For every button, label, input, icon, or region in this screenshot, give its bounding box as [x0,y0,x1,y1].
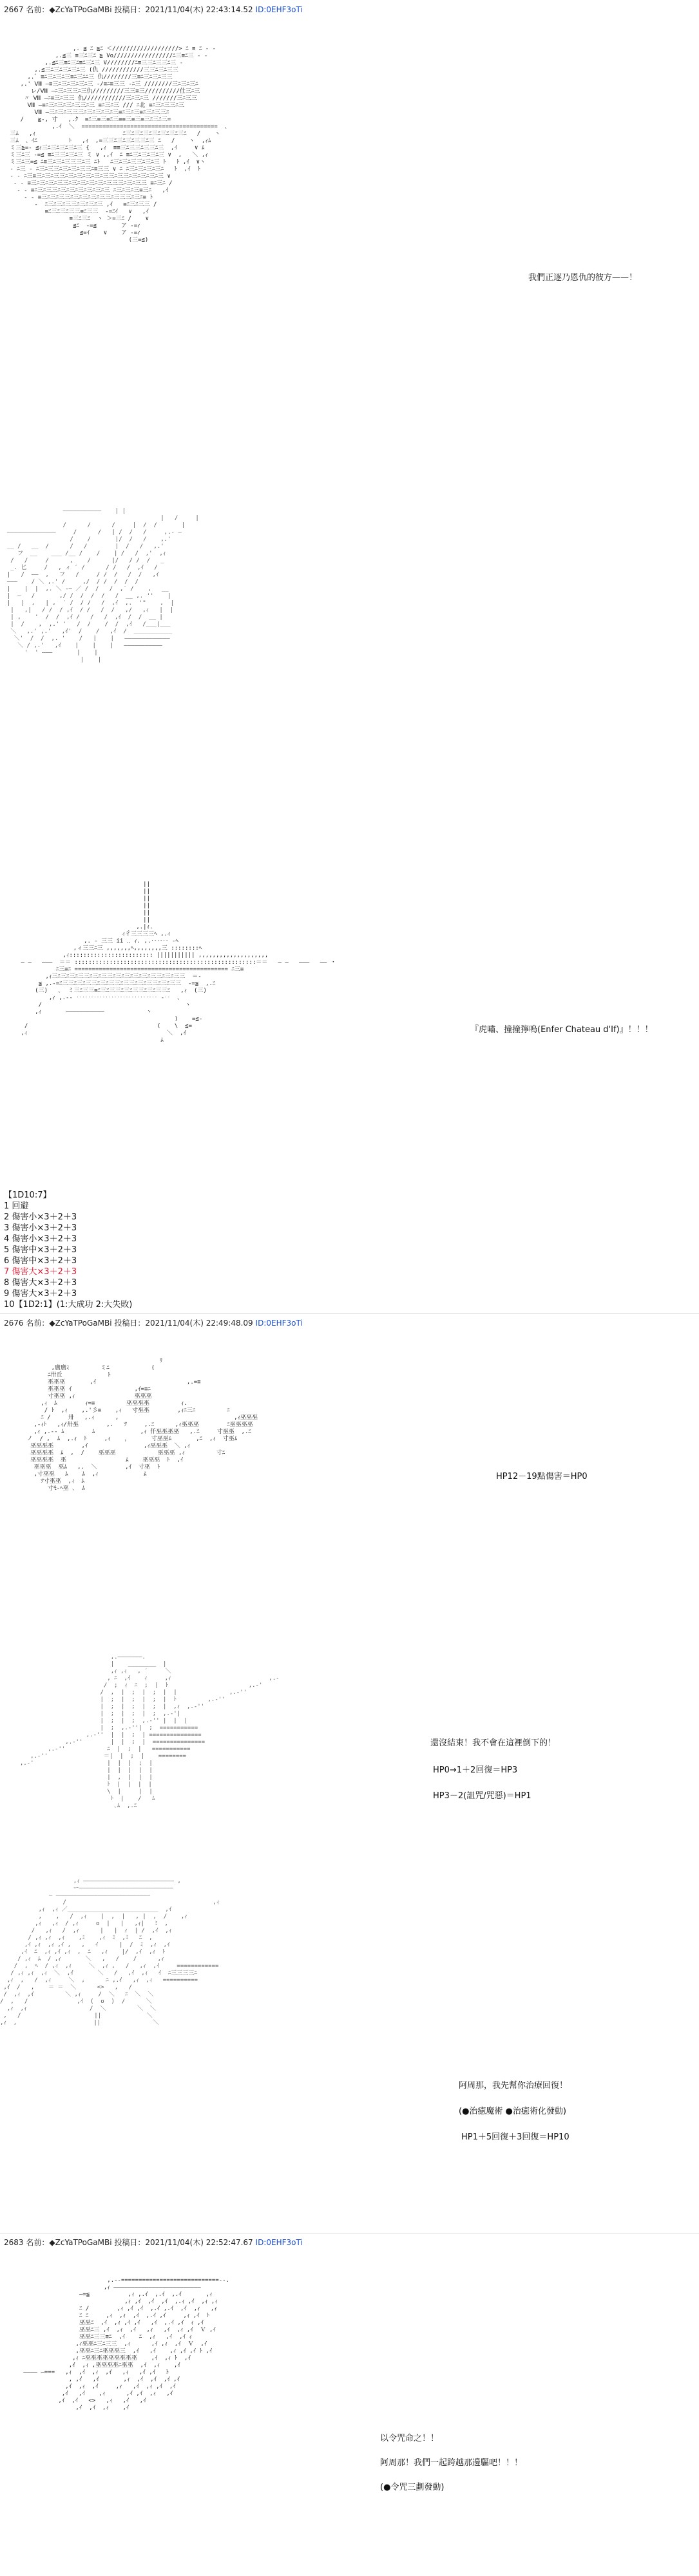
dialog-still: 還沒結束！我不會在這裡倒下的！ [430,1738,557,1748]
dice-header: 【1D10:7】 [4,1190,52,1200]
date-label: 投稿日： [114,2238,146,2247]
post-divider [0,1313,699,1314]
date-label: 投稿日： [114,1319,146,1328]
dice-row: 5 傷害中×3＋2＋3 [4,1245,77,1255]
dialog-revenge: 我們正逐乃恩仇的彼方——！ [528,273,638,283]
dice-row: 4 傷害小×3＋2＋3 [4,1234,77,1244]
dialog-command-2: 阿周那！我們一起跨越那邊驅吧！！！ [380,2458,523,2468]
ascii-art-group-figures: ﾘ ,廣廣ﾐ ミﾆ ( ﾆ卅丘 ﾄ 巫巫巫 ,ｲ ,.=≡ 巫巫巫 ｲ ,ｲ=≡ﾆ 寸巫巫 ,ｨ 巫巫巫 ,ｨ ﾑ ｨ=≡ 巫巫巫巫 ｨ. / ﾄ ,ｨ ,.'彡≡ ,ｨ 寸巫巫 ,ｨﾆ三ﾆ ﾆ ﾆ / 卅 ,.ｨ , ,ｨ巫巫巫 ,-ｨﾄ ,ｨ/卅巫 ,. ﾂ ,.ﾆ ,ｨ巫巫巫 ﾆ巫巫巫巫 ,ｨ ,.-- ﾑ ﾑ ,ｨ 仟巫巫巫巫 ,.ﾆ 寸巫巫 ,.ﾆ ノ / , ﾑ ,.ｨ ﾄ ,ｨ ， 寸巫巫ﾑ ,ﾆ ,ｨ 寸巫ﾑ 巫巫巫巫 ,ｲ ,ｨ巫巫巫 ＼ ,ｨ 巫巫巫巫 ﾑ , / 巫巫巫 巫巫巫 ,ｨ 寸ﾆ 巫巫巫巫 巫 ﾑ 巫巫巫 ﾄ ,ｲ 巫巫巫 巫ﾑ ,. ＼ ,ｲ 寸巫 ﾄ ,寸巫巫 ﾑ ﾑ ,ｨ ﾑ ﾂ寸巫巫 ,ｨ ﾑ 寸ﾓ-ﾍ巫 ､ ﾑ [26,1358,258,1492]
post-number[interactable]: 2683 [4,2238,24,2247]
post-number[interactable]: 2676 [4,1319,24,1328]
trip-code: ◆ZcYaTPoGaMBi [49,5,112,14]
ascii-art-figure-charge: ,. ≦ ﾆ ≧ﾆ ＜///////////////////> ﾆ ≡ ﾆ - - ,.≦三 ≡三ﾆ三ﾆ ≧ Vo/////////////////ﾆ三≡ﾆ三 - - ,.≦ﾆ三≡ﾆ三ﾆ≡ﾆ三ﾆ三 V////////ﾆ≡三三ﾆ三三ﾆ三 - ,.≦三ﾆ三ﾆ三ﾆ三ﾆ三 (仇 ////////////三三ﾆ三ﾆ三三 ,.ﾞ ≡ﾆ三ﾆ三ﾆ三≡ﾆ三ﾆﾆ三 仇////////三≡ﾆ三ﾆ三ﾆ三三 ,.' Ⅷ ―≡三ﾆ三ﾆ三ﾆ三ﾆ三 -/≡ﾆ≡三三 -ﾆ三 ////////三ﾆ三ﾆ三ﾆ レ/Ⅷ ―ﾆ三ﾆ三三ﾆ三仇/////////三三≡三//////////仕三ﾆ三 〃 Ⅷ ―ﾆ≡三ﾆ三三 仇////////////三ﾆ三ﾆ三 ///////三ﾆ三三 Ⅷ ―≡ﾆ三ﾆ三ﾆ三ﾆ三三ﾆ三 ≡ﾆ三ﾆ三 /// ﾆ北 ≡ﾆ三ﾆ三三ﾆ三 Ⅷ ―三ﾆ三ﾆ三三三ﾆ三ﾆ三ﾆ三ﾆ三≡ﾆ三ﾆ三≡ﾆ三ﾆ三三ﾆ / ≧-, 寸 ,.ｸ ≡ﾆ三≡三≡ﾆ三≡≡三≡三≡三ﾆ三ﾆ三= ,.ｲ ＼ ======================================= 、 三ﾑ ,ｨ ﾆ三ﾆ三ﾆ三ﾆ三ﾆ三ﾆ三ﾆ三ﾆ / ヽ 三ﾑ 、ｲﾆ ﾄ ,ｨ ,=三三ﾆ三ﾆ三ﾆ三三ﾆ三 ﾆ / ヽ ,ｨﾑ ミ三≧=- ≦ｨ三ﾆ三ﾆ三ﾆ三ﾆ三 { ,ｨ ≡≡三ﾆ三三ﾆ三三ﾆ三 ,ｲ ∨ ﾑ ミ三ﾆ三 -=≦ ≡ﾆ三三ﾆ三ﾆ三 ミ ∨ ,,ｲ ﾆ ≡ﾆ三ﾆ三ﾆ三ﾆ三 ∨ , ＼ ,ｨ ミ三ﾆ三=≦ ﾆ≡三ﾆ三ﾆ三三三ﾆ三 ﾆﾄ ﾆ三ﾆ三ﾆ三三ﾆ三ﾆ三 ﾄ ﾄ ,ｲ ∨ヽ - ﾆ三 - ﾆ三ﾆ三三ﾆ三ﾆ三ﾆ三三ﾆ≡三三 ∨ ﾆ ﾆ三ﾆ三ﾆ三ﾆ三ﾆ ﾄ ,ｲ ﾄ - - ﾆ三≡三ﾆ三ﾆ三三ﾆ三ﾆ三ﾆ三ﾆ三ﾆ三三ﾆ三三ﾆ三ﾆ三ﾆ三ﾆ三 ∨ - - ≡三ﾆ三ﾆ三ﾆ三三ﾆ三ﾆ三ﾆ三ﾆ三ﾆ三三三ﾆ三ﾆ三三 ≡ﾆ三ﾆ / - - ≡ﾆ三ﾆ三三ﾆ三ﾆ三ﾆ三ﾆ三ﾆ三ﾆ三 ﾆ三ﾆ三ﾆ三≡三ﾆ ,ｲ - - ≡三ﾆ三ﾆ三三ﾆ三ﾆ三ﾆ三ﾆ三三ﾆ三三三ﾆ三ﾆ≡ ﾄ - ﾆ三ﾆ三ﾆ三三ﾆ三ﾆ三ﾆ三 ,ｲ ≡ﾆ三ﾆ三三 / ≡ﾆ三ﾆ三ﾆ三三≡ﾆ三三 -=ﾆｲ ∨ ,ｲ ≡三ﾆ三ﾆ ヽ ＞=三ﾆ / ∨ ≦ﾆ -=≦ ア -=ｨ ≦=ｲ ∨ ア -=ｨ (三=≦) [10,46,231,243]
dialog-heal-skill: (●治癒魔術 ●治癒術化發動) [459,2107,566,2116]
dice-row: 10【1D2:1】(1:大成功 2:大失敗) [4,1300,133,1310]
dialog-hp: HP12－19點傷害＝HP0 [496,1472,588,1481]
dice-row: 7 傷害大×3＋2＋3 [4,1267,77,1277]
trip-code: ◆ZcYaTPoGaMBi [49,1319,112,1328]
post-date: 2021/11/04(木) 22:43:14.52 [145,5,253,14]
name-label: 名前： [26,1319,50,1328]
name-label: 名前： [26,5,50,14]
dialog-hp-recover-1: HP0→1＋2回復＝HP3 [433,1765,518,1775]
post-date: 2021/11/04(木) 22:52:47.67 [145,2238,253,2247]
name-label: 名前： [26,2238,50,2247]
dice-row: 3 傷害小×3＋2＋3 [4,1223,77,1233]
poster-id[interactable]: ID:0EHF3oTi [255,2238,303,2247]
dice-table [4,1190,132,1310]
dice-rows [4,1201,132,1310]
dice-row: 9 傷害大×3＋2＋3 [4,1289,77,1299]
post-header [4,1317,303,1328]
ascii-art-slash-effect: ――――――――――― | | | / | / / / | / / | ―――――――――――――― / / | / / / ,.- ― / / |/ / / ,.' __ / __ / / / | / / ,.' フ __ ___ /__ / / | / / ,' ,ｨ / / / , / |/ / / / _ _. 匕 / , ィ ′ / / / / ,ｲ / | / ―― , フ / / / / / / ,ｲ ――― / ＼ ,.' / ,/ / / / / / | | | ,. ＼ -― ／ / / / ,′ / , __ | ― / ,/ / / / / / __ ,. '' | | | , | , ′ / / / / ,ｲ ,. '" , | | ,| / / / ,ｲ / / / / ,/ ,ｨ | | | , ' / / ,ｲ / / / ,ｲ / / __ | | / , ,.' ' / / / / ,ｲ /___|___ ＼ ,.' ,.' ,ｲ' / / ,ｲ / ___________ ＼' / / ,. ' / | | ――――――――――――― ＼ / ,.' ,ｲ | | | ――――――――――― ' ' ――― | | | | [6,508,199,663]
dialog-command-3: (●令咒三劃發動) [380,2483,445,2492]
ascii-art-castle: || || || || || || ,.|ｨ. ｨ彳三三三三ﾍ ,.ｨ ,. - 三三 ii ‥ ｨ. ,.‥‥‥ -ﾍ ,ィ三三ﾆ三 ,,,,,,,ﾍ,,,,,,,,三 ::::::::ﾍ ,ｨ:::::::::::::::::::::::: ||||||||||| ,,,,,,,,,,,,,,,,,,,, ― ― ――― ＝＝ ::::::::::::::::::::::::::::::::::::::::::::::::::::＝＝ ― ― ――― ―― ・ ﾆ三≡ﾆ ============================================ ﾆ三≡ ,ｨ三ﾆ三ﾆ三ﾆ三三ﾆ三ﾆ三三ﾆ三ﾆ三ﾆ三ﾆ三ﾆ三三ﾆ三ﾆ三三 ＝- ≦ ,.-=ﾆ三三ﾆ三ﾆ三三ﾆ三ﾆ三三ﾆ三三ﾆ三ﾆ三三ﾆ三ﾆ三三 -=≦ ,.ﾆ (三) ､ ミ三ﾆ三三≡ﾆ三ﾆ三三ﾆ三ﾆ三三ﾆ三ﾆ三三ﾆ ,ｨ (三) ,ｨ ,.-‐ ‥‥‥‥‥‥‥‥‥‥‥‥‥‥ -‥ 、 / ヽ ,ｨ ――――――――――― ヽ ) =≦- / ( \ ≦= ,ｨ ＼ ,ｲ ﾑ [21,881,336,1044]
poster-id[interactable]: ID:0EHF3oTi [255,1319,303,1328]
ascii-art-standing-archer: ,.―――――――. | ________ | ,ｨ ,ｨ , ′ ＼ , ﾆ ,ｲ ｨ ,ｨ ,.- / ; ｨ ﾆ ; | ﾄ ,.-' / , | ; | ; | | ,.-'' | ; | ; | ; | ﾄ ,.-'' | ; | ; | ; | ,ｨ ,.-'' | ; | ; | ; ,.-'| | ; | ; ,.-'' | | | | ; ,.-''| ; =========== ,.-'' | | ; | =============== ,.-'' | | ; | =============== ,.-'' ﾆ | ; | =========== ,.-'' ＝| | ; | ======== ,.-' | | | ; | | | | | | | , | | | ﾄ | | | | \ | | | ﾄ | / ﾑ ､ﾑ ,.ﾆ [19,1654,280,1809]
trip-code: ◆ZcYaTPoGaMBi [49,2238,112,2247]
dialog-amakusa: 阿周那，我先幫你治療回復！ [459,2081,568,2091]
dice-row: 6 傷害中×3＋2＋3 [4,1256,77,1266]
post-date: 2021/11/04(木) 22:49:48.09 [145,1319,253,1328]
post-number[interactable]: 2667 [4,5,24,14]
dialog-hp-recover-3: HP1＋5回復＋3回復＝HP10 [461,2132,570,2142]
date-label: 投稿日： [114,5,146,14]
dice-row: 1 回避 [4,1201,29,1211]
ascii-art-healer: ,ｨ ―――――――――――――――――――――――――― , ー――――――――――――――――――――――――――― ― ――――――――――――――――――――――――――― / ,ｨ ,ｨ ,ｨ ／__________________________ ,ｲ , , / ,ｨ | , | , | , / ,ｨ ,ｨ ,ｨ / ,ｨ o | | ,ｨ| ﾐ , / ,ｨ / ,ｨ | | ｨ | / ,ｲ ,ｨ / ,ｨ ,ｨ ,ｨ ,ﾐ ,ｨ ﾐ ,ﾐ ﾆ , ,ｲ ,ｨ ,ｨ ,ｲ , , ｲ | / ﾐ ,ｨ ,ｲ ,ｲ ﾆ ,ｨ ,ｲ ,ｨ , ﾆ ,ｨ |/ ,ｲ ,ｨ ﾄ / ,ｨ ﾑ / ,ｨ ＼ , / / ,ｨ / , ﾍ / ,ｨ ,ｨ ＼ ,ｨ , / ,ｨ ,ｲ ============ / ,ｨ ,ｨ ,ｨ ＼ ,ｲ ＼ / ,ｲ ,ｨ ｲ ﾆ三三三三ﾆ ,ｨ , / ,ｨ ＼ , ﾆ ,.ｲ ,ｨ ,ｨ ========== ,ｲ / , ＝ ＝ ＼ <> , / / ,ｨ ,ｲ ＼ ,ｨ / ＼ ﾆ ＼ ＼ / , / ,ｲ ( o ) / ＼ ,ｨ ,ｨ / ＼ ＼ ＼ , / || ＼ ,ｨ , || ＼ [0,1878,220,2026]
poster-id[interactable]: ID:0EHF3oTi [255,5,303,14]
ascii-art-final-charge: ,.-‐============================‐-. ,ｨ ――――――――――――――――――――――――― ―=≦ ,ｨ ,.ｲ ,.ｲ ,.ｲ ,ｨ ,ｨ ,ｲ ,ｲ ,ｲ ,.ｨ ,ｲ ,ｨ ,ｨ ﾆ / ,ｨ ,ｲ ,ｲ ,.ｲ ,.ｲ ,ｲ ,ｨ ,ｨ ﾆ ﾆ ,ｨ ,ｨ ,ｲ ,.ｲ ,ｲ ,ｨ ,ｲ ﾄ 巫巫ﾆ ,ｲ ,ｨ ,ｲ ,ｲ ,ｲ ,.ｲ ,ｲ ｨ ,ｲ 巫巫ﾆ三 ,ｲ ,ｨ ,ｲ ,ｨ ,ｲ ,ｨ ,ｲ Ｖ ,ｲ 巫巫ﾆ三三≡ﾆ ,ｲ ﾆ ,ｨ ,ｲ ,ｲ ｨ ,ｨ巫巫ﾆ三ﾆ三三 ,ｨ ,ｲ ,ｨ ,ｲ Ｖ ,ｲ ,巫巫ﾆ三ﾆ巫巫巫三 ,ｲ ,ｲ ,ｨ ,ｲ ,ｲ ﾄ ,ｲ ,ｨ ﾆ巫巫巫巫巫巫巫巫巫 ,ｲ ,ｨ ﾄ ,ｲ ,ｲ ,ｨ ,巫巫巫巫ﾆ巫巫 ,ｲ ,ｨ ,ｲ ―――― ―=== ,ｨ ,ｲ ,ｨ ,ｲ ,ｨ ,ｲ ,ｲ ﾄ , ,ｲ ,ｲ ,ｨ ,ｲ ,ｲ ,ｲ ,ｲ ,ｲ ,ｨ ,ｲ ,ｨ ,ｲ ,ｨ ,ｲ ,ｲ ,ｲ ,ｲ ,ｨ ,ｲ ,ｲ ,ｨ ,ｲ ,ｲ ,ｲ <> ,ｨ ,ｲ ,ｲ ,ｲ ,ｲ ,ｨ ,ｲ [23,2277,229,2411]
post-header [4,4,303,15]
dialog-skill: 『虎嘯、撞撞獰嗚(Enfer Chateau d'If)』！！！ [470,1025,653,1035]
dialog-hp-recover-2: HP3－2(詛咒/咒惡)＝HP1 [433,1791,531,1801]
dice-row: 2 傷害小×3＋2＋3 [4,1212,77,1222]
dice-row: 8 傷害大×3＋2＋3 [4,1278,77,1288]
post-header [4,2237,303,2248]
dialog-command-1: 以令咒命之！！ [380,2434,439,2443]
